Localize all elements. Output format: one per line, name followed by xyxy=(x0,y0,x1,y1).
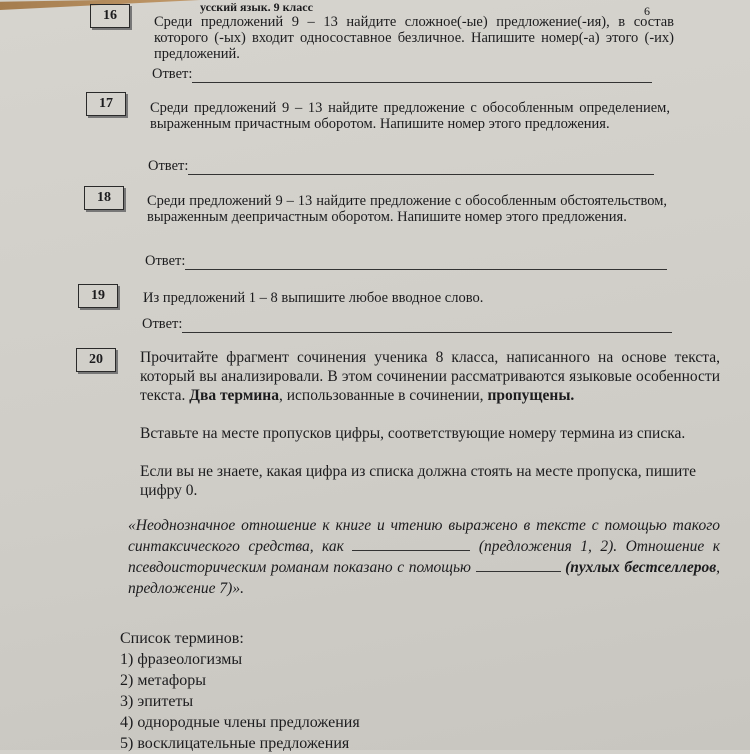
term-item: 1) фразеологизмы xyxy=(120,651,243,668)
task-number-18: 18 xyxy=(84,186,124,210)
answer-17-field[interactable] xyxy=(188,160,654,175)
answer-19-field[interactable] xyxy=(182,318,672,333)
answer-19 xyxy=(142,316,672,333)
answer-18-field[interactable] xyxy=(185,255,667,270)
answer-label: Ответ: xyxy=(152,66,193,82)
task-20-p2: Вставьте на месте пропусков цифры, соответствующие номеру термина из списка. xyxy=(140,425,686,442)
terms-title: Список терминов: xyxy=(120,630,244,647)
terms-list xyxy=(120,628,360,754)
page-number: 6 xyxy=(644,4,650,18)
answer-label: Ответ: xyxy=(145,253,186,269)
essay-fragment: «Неоднозначное отношение к книге и чтению выражено в тексте с помощью такого синтаксического средства, как (предложения 1, 2). Отношение к псевдоисторическим романам показано с помощью (пухлых бестселлеров, предложение 7)». xyxy=(128,517,720,597)
blank-2[interactable] xyxy=(476,557,561,572)
answer-18 xyxy=(145,253,667,270)
term-item: 3) эпитеты xyxy=(120,693,194,710)
task-17-text: Среди предложений 9 – 13 найдите предложение с обособленным определением, выраженным причастным оборотом. Напишите номер этого предложения. xyxy=(150,100,670,132)
task-20-p3: Если вы не знаете, какая цифра из списка должна стоять на месте пропуска, пишите цифру 0. xyxy=(140,463,697,499)
answer-label: Ответ: xyxy=(142,316,183,332)
answer-16-field[interactable] xyxy=(192,68,652,83)
task-number-16: 16 xyxy=(90,4,130,28)
term-item: 2) метафоры xyxy=(120,672,206,689)
term-item: 4) однородные члены предложения xyxy=(120,714,360,731)
answer-label: Ответ: xyxy=(148,158,189,174)
task-number-20: 20 xyxy=(76,348,116,372)
task-18-text: Среди предложений 9 – 13 найдите предложение с обособленным обстоятельством, выраженным деепричастным оборотом. Напишите номер этого предложения. xyxy=(147,193,667,225)
task-number-19: 19 xyxy=(78,284,118,308)
answer-17 xyxy=(148,158,654,175)
task-19-text: Из предложений 1 – 8 выпишите любое вводное слово. xyxy=(143,290,484,306)
term-item: 5) восклицательные предложения xyxy=(120,735,350,752)
task-20-instructions: Прочитайте фрагмент сочинения ученика 8 класса, написанного на основе текста, который вы анализировали. В этом сочинении рассматриваются языковые особенности текста. Два термина, использованные в сочинении, пропущены. xyxy=(140,349,720,404)
task-number-17: 17 xyxy=(86,92,126,116)
page-header: усский язык. 9 класс xyxy=(200,0,313,14)
blank-1[interactable] xyxy=(352,536,470,551)
answer-16 xyxy=(152,66,652,83)
task-16-text: Среди предложений 9 – 13 найдите сложное(-ые) предложение(-ия), в состав которого (-ых) входит односоставное безличное. Напишите номер(-а) этого (-их) предложений. xyxy=(154,14,674,62)
